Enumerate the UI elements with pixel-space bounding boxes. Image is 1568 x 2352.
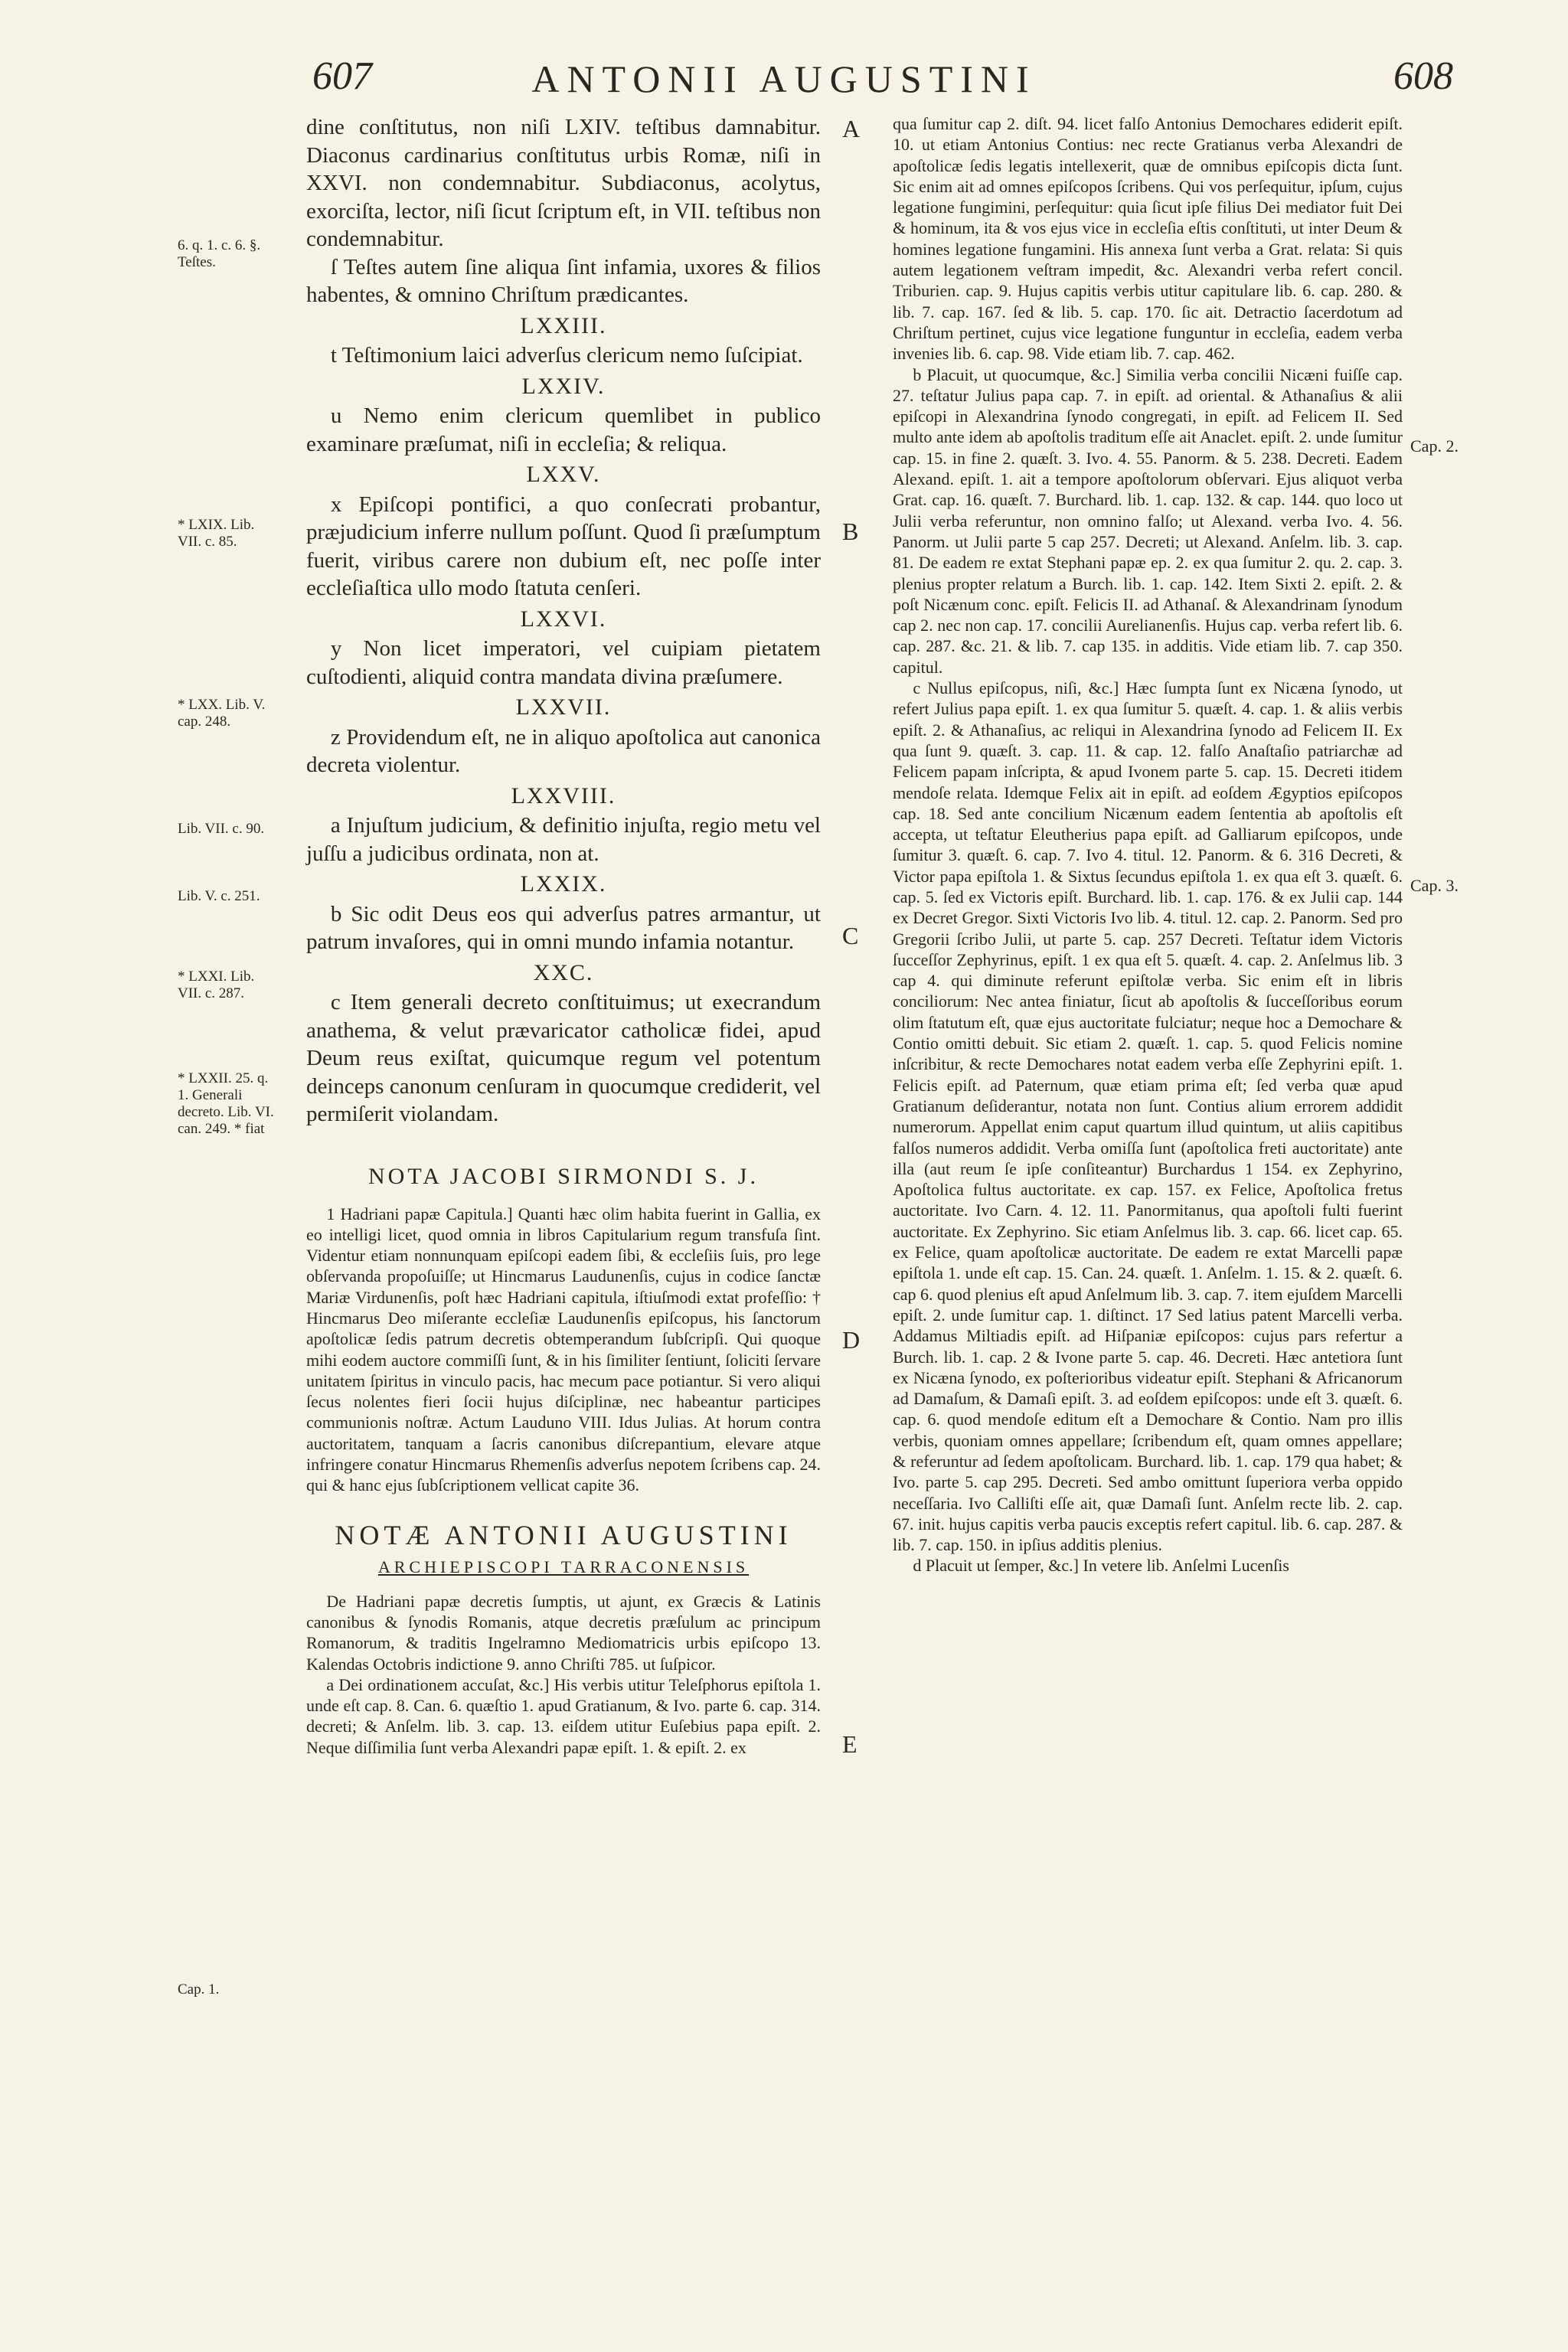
decree-paragraph: c Item generali decreto conſtituimus; ut execrandum anathema, & velut prævaricator catholicæ fidei, apud Deum reus exiſtat, quicumque regum vel potentum deinceps canonum cenſuram in quocumque crediderit, vel permiſerit violandam.	[306, 990, 821, 1126]
notae-text-block	[306, 1591, 821, 1758]
margin-note: * LXXI. Lib. VII. c. 287.	[178, 969, 255, 1001]
chapter-number: LXXVII.	[515, 694, 612, 720]
notae-paragraph: De Hadriani papæ decretis ſumptis, ut ajunt, ex Græcis & Latinis canonibus & ſynodis Romanis, atque decretis præſulum ac principum Romanorum, & traditis Ingelramno Mediomatricis urbis epiſcopo 13. Kalendas Octobris indictione 9. anno Chriſti 785. ut ſuſpicor.	[306, 1591, 821, 1674]
page-number-left: 607	[312, 54, 372, 98]
section-letter: B	[842, 518, 859, 545]
decree-paragraph: y Non licet imperatori, vel cuipiam pietatem cuſtodienti, aliquid contra mandata divina præſumere.	[306, 636, 821, 689]
cap-note: Cap. 3.	[1410, 876, 1459, 895]
commentary-text	[893, 113, 1403, 1576]
nota-text-block	[306, 1204, 821, 1496]
section-letter: E	[842, 1730, 858, 1758]
decree-paragraph: u Nemo enim clericum quemlibet in publico examinare præſumat, niſi in eccleſia; & reliqua.	[306, 403, 821, 456]
chapter-number: LXXIII.	[520, 312, 607, 338]
margin-note: Lib. V. c. 251.	[178, 888, 260, 904]
chapter-number: XXC.	[533, 959, 594, 985]
chapter-number: LXXVIII.	[511, 782, 616, 808]
commentary-paragraph: qua ſumitur cap 2. diſt. 94. licet falſo Antonius Demochares ediderit epiſt. 10. ut etiam Antonius Contius: nec recte Gratianus verba Alexandri de apoſtolicæ ſedis legatis intellexerit, quæ de omnibus epiſcopis dicta ſunt. Sic enim ait ad omnes epiſcopos ſcribens. Qui vos perſequitur, ipſum, cujus legatione fungimini, perſequitur: quia ſicut ipſe filius Dei mediator fuit Dei & hominum, ita & vos ejus vice in eccleſia eſtis conſtituti, ut inter Deum & homines legatione fungamini. His annexa ſunt verba a Grat. relata: Si quis autem legationem veſtram impedit, &c. Alexandri verba refert concil. Triburien. cap. 9. Hujus capitis verbis utitur capitulare lib. 6. cap. 280. & lib. 7. cap. 167. ſed & lib. 5. cap. 170. ſic ait. Detractio ſacerdotum ad Chriſtum pertinet, cujus vice legatione funguntur in eccleſia, eadem verba invenies lib. 6. cap. 98. Vide etiam lib. 7. cap. 462.	[893, 114, 1403, 364]
section-letter: A	[842, 115, 861, 142]
margin-note: Cap. 1.	[178, 1981, 220, 1998]
running-title: ANTONII AUGUSTINI	[531, 57, 1037, 100]
left-column	[306, 113, 821, 1758]
section-letter: C	[842, 922, 859, 949]
chapter-number: LXXIV.	[521, 373, 606, 399]
chapter-number: LXXIX.	[520, 871, 607, 897]
margin-note: Lib. VII. c. 90.	[178, 821, 265, 837]
notae-paragraph: a Dei ordinationem accuſat, &c.] His verbis utitur Teleſphorus epiſtola 1. unde eſt cap. 8. Can. 6. quæſtio 1. apud Gratianum, & Ivo. parte 6. cap. 314. decreti; & Anſelm. lib. 3. cap. 13. eiſdem utitur Euſebius papa epiſt. 2. Neque diſſimilia ſunt verba Alexandri papæ epiſt. 1. & epiſt. 2. ex	[306, 1674, 821, 1757]
decree-text	[306, 113, 821, 1129]
notae-title: NOTÆ ANTONII AUGUSTINI	[335, 1519, 792, 1550]
decree-paragraph: b Sic odit Deus eos qui adverſus patres armantur, ut patrum invaſores, qui in omni mundo infamia notantur.	[306, 901, 821, 954]
margin-note: * LXX. Lib. V. cap. 248.	[178, 697, 266, 730]
notae-subtitle: ARCHIEPISCOPI TARRACONENSIS	[377, 1557, 750, 1576]
nota-title: NOTA JACOBI SIRMONDI S. J.	[368, 1163, 759, 1189]
cap-note: Cap. 2.	[1410, 436, 1459, 456]
chapter-number: LXXVI.	[520, 606, 607, 632]
commentary-paragraph: c Nullus epiſcopus, niſi, &c.] Hæc ſumpta ſunt ex Nicæna ſynodo, ut refert Julius papa epiſt. 1. ex qua ſumitur 5. quæſt. 4. cap. 1. & aliis verbis epiſt. 2. & Athanaſius, ac reliqui in Alexandrina ſynodo ad Felicem II. Ex qua ſunt 9. quæſt. 3. cap. 11. & cap. 12. falſo Anaſtaſio patriarchæ ad Felicem papam inſcripta, & apud Ivonem parte 5. cap. 15. Decreti itidem mendoſe relata. Idemque Felix ait in epiſt. ad eoſdem Ægyptios epiſcopos cap. 18. Sed ante concilium Nicænum eadem ſententia ab apoſtolis eſt accepta, ut teſtatur Eleutherius papa epiſt. ad Galliarum epiſcopos, unde ſumitur 3. quæſt. 6. cap. 7. Ivo 4. titul. 12. Panorm. & 6. 316 Decreti, & Victor papa epiſtola 1. & Sixtus ſecundus epiſtola 1. ex qua eſt 3. quæſt. 6. cap. 5. ſed ex Victoris epiſt. Burchard. lib. 1. cap. 176. & ex Julii cap. 144 ex Decret Gregor. Sixti Victoris Ivo lib. 4. titul. 12. cap. 2. Panorm. Sed pro Gregorii ſcribo Julii, ut parte 5. cap. 257 Decreti. Teſtatur idem Victoris ſucceſſor Zephyrinus, epiſt. 1 ex qua eſt 5. quæſt. 4. cap. 2. Anſelmus lib. 3 cap 4. qui diminute referunt epiſtolæ verba. Sic enim eſt in libris conciliorum: Nec antea finiatur, ſicut ab apoſtolis & ſucceſſoribus eorum olim ſtatutum eſt, quæ ejus auctoritate fulciatur; neque hoc a Demochare & Contio omitti debuit. Sic etiam 2. quæſt. 1. cap. 5. quod Felicis nomine inſcribitur, & recte Demochares notat eadem verba eſſe Zephyrini epiſt. 1. Felicis epiſt. ad Paternum, quæ etiam prima eſt; ſed verba quæ apud Gratianum deſiderantur, notata non ſunt. Contius alium errorem addidit numerorum. Appellat enim caput quartum illud quintum, ut aliis capitibus falſos numeros addidit. Verba omiſſa ſunt (apoſtolica freti auctoritate) ante illa (aut reum ſe ipſe conſiteantur) Burchardus 1 154. ex Zephyrino, Apoſtolica fultus auctoritate. ex cap. 157. ex Felice, Apoſtolica fretus auctoritate. Ivo Carn. 4. 12. 11. Panormitanus, qua apoſtoli fulti fuerint auctoritate. Ex Zephyrino. Sic etiam Anſelmus lib. 3. cap. 66. licet cap. 65. ex Felice, quam apoſtolicæ auctoritate. De eadem re extat Marcelli papæ epiſtola 1. unde eſt cap. 15. Can. 24. quæſt. 1. Anſelm. 1. 15. & 2. quæſt. 6. cap 6. quod plenius eſt apud Anſelmum lib. 3. cap. 7. item ejuſdem Marcelli epiſt. 2. unde ſumitur cap. 1. diſtinct. 17 Sed latius patent Marcelli verba. Addamus Miltiadis epiſt. ad Hiſpaniæ epiſcopos: cujus pars refertur a Burch. lib. 1. cap. 2 & Ivone parte 5. cap. 46. Decreti. Hæc antetiora ſunt ex Nicæna ſynodo, ex poſterioribus videatur epiſt. Stephani & Africanorum ad Damaſum, & Damaſi epiſt. 3. ad eoſdem epiſcopos: unde eſt 3. quæſt. 6. cap. 6. quod mendoſe editum eſt a Demochare & Contio. Nam pro illis verbis, quoniam omnes appellare; ſcribendum eſt, quam omnes appellare; & referuntur ad ſedem apoſtolicam. Burchard. lib. 1. cap. 179 qua habet; & Ivo. parte 5. cap 295. Decreti. Sed ambo omittunt ſuperiora verba oppido neceſſaria. Ivo Calliſti eſſe ait, quæ Damaſi ſunt. Anſelm recte lib. 2. cap. 67. init. hujus capitis verba paucis exceptis refert capitul. lib. 6. cap. 287. & lib. 7. cap. 150. in ipſius additis plenius.	[893, 678, 1403, 1555]
commentary-paragraph: b Placuit, ut quocumque, &c.] Similia verba concilii Nicæni fuiſſe cap. 27. teſtatur Julius papa cap. 7. in epiſt. ad oriental. & Athanaſius & alii epiſcopi in Alexandrina ſynodo congregati, in epiſt. ad Felicem II. Sed multo ante idem ab apoſtolis traditum eſſe ait Anaclet. epiſt. 2. unde ſumitur cap. 15. in fine 2. quæſt. 3. Ivo. 4. 55. Panorm. & 5. 238. Decreti. Eadem Alexand. epiſt. 1. ait a tempore apoſtolorum obſervari. Ejus aliquot verba Grat. cap. 16. quæſt. 7. Burchard. lib. 1. cap. 132. & cap. 144. quo loco ut Julii verba referuntur, non omnino falſo; ut Alexand. verba Ivo. 4. 56. Panorm. ut Julii parte 5 cap 257. Decreti; ut Alexand. Anſelm. lib. 3. cap. 81. De eadem re extat Stephani papæ ep. 2. ex qua ſumitur 2. qu. 2. cap. 3. plenius propter relatum a Burch. lib. 1. cap. 142. Item Sixti 2. epiſt. 2. & poſt Nicænum conc. epiſt. Felicis II. ad Athanaſ. & Alexandrinam ſynodum cap 2. nec non cap. 17. concilii Aurelianenſis. Hujus cap. verba refert lib. 6. cap. 287. &c. 21. & lib. 7. cap 135. in additis. Vide etiam lib. 7. cap 350. capitul.	[893, 364, 1403, 677]
page-header	[0, 54, 1568, 107]
right-column	[893, 113, 1403, 1576]
commentary-paragraph: d Placuit ut ſemper, &c.] In vetere lib. Anſelmi Lucenſis	[913, 1556, 1289, 1576]
page-number-right: 608	[1393, 54, 1453, 98]
nota-paragraph: 1 Hadriani papæ Capitula.] Quanti hæc olim habita fuerint in Gallia, ex eo intelligi licet, quod omnia in libros Capitularium regum transfuſa ſint. Videntur etiam nonnunquam epiſcopi eadem ſibi, & eccleſiis ſuis, pro lege obſervanda propoſuiſſe; ut Hincmarus Laudunenſis, cujus in codice ſanctæ Mariæ Virdunenſis, poſt hæc Hadriani capitula, iſtiuſmodi extat profeſſio: † Hincmarus Deo miſerante eccleſiæ Laudunenſis epiſcopus, his ſanctorum apoſtolicæ ſedis patrum decretis obtemperandum ſubſcripſi. Qui quoque mihi eodem auctore commiſſi ſunt, & in his ſimiliter ſentiunt, ſoliciti ſervare unitatem ſpiritus in vinculo pacis, hac mecum pace potiantur. Si vero aliqui ſecus nolentes fieri ſocii hujus diſciplinæ, nec habeantur participes communionis noſtræ. Actum Lauduno VIII. Idus Julias. At horum contra auctoritatem, tanquam a ſacris canonibus diſcrepantium, elevare atque infringere conatur Hincmarus Rhemenſis adverſus nepotem ſcribens cap. 24. qui & hanc ejus ſubſcriptionem vellicat capite 36.	[306, 1204, 821, 1495]
decree-paragraph: z Providendum eſt, ne in aliquo apoſtolica aut canonica decreta violentur.	[306, 724, 821, 777]
decree-paragraph: t Teſtimonium laici adverſus clericum nemo ſuſcipiat.	[330, 343, 803, 368]
decree-paragraph: x Epiſcopi pontifici, a quo conſecrati probantur, præjudicium inferre nullum poſſunt. Quod ſi præſumptum fuerit, viribus carere non dubium eſt, nec poſſe inter eccleſiaſtica ullo modo ſtatuta cenſeri.	[306, 492, 821, 600]
chapter-number: LXXV.	[526, 462, 601, 487]
decree-paragraph: ſ Teſtes autem ſine aliqua ſint infamia, uxores & filios habentes, & omnino Chriſtum prædicantes.	[306, 254, 821, 307]
margin-note: 6. q. 1. c. 6. §. Teſtes.	[178, 237, 261, 270]
margin-note: * LXIX. Lib. VII. c. 85.	[178, 517, 255, 550]
decree-paragraph: dine conſtitutus, non niſi LXIV. teſtibus damnabitur. Diaconus cardinarius conſtitutus urbis Romæ, niſi in XXVI. non condemnabitur. Subdiaconus, acolytus, exorciſta, lector, niſi ſicut ſcriptum eſt, in VII. teſtibus non condemnabitur.	[306, 115, 821, 251]
section-letter: D	[842, 1326, 861, 1354]
margin-note: * LXXII. 25. q. 1. Generali decreto. Lib. VI. can. 249. * fiat	[178, 1070, 274, 1137]
decree-paragraph: a Injuſtum judicium, & definitio injuſta, regio metu vel juſſu a judicibus ordinata, non at.	[306, 813, 821, 866]
